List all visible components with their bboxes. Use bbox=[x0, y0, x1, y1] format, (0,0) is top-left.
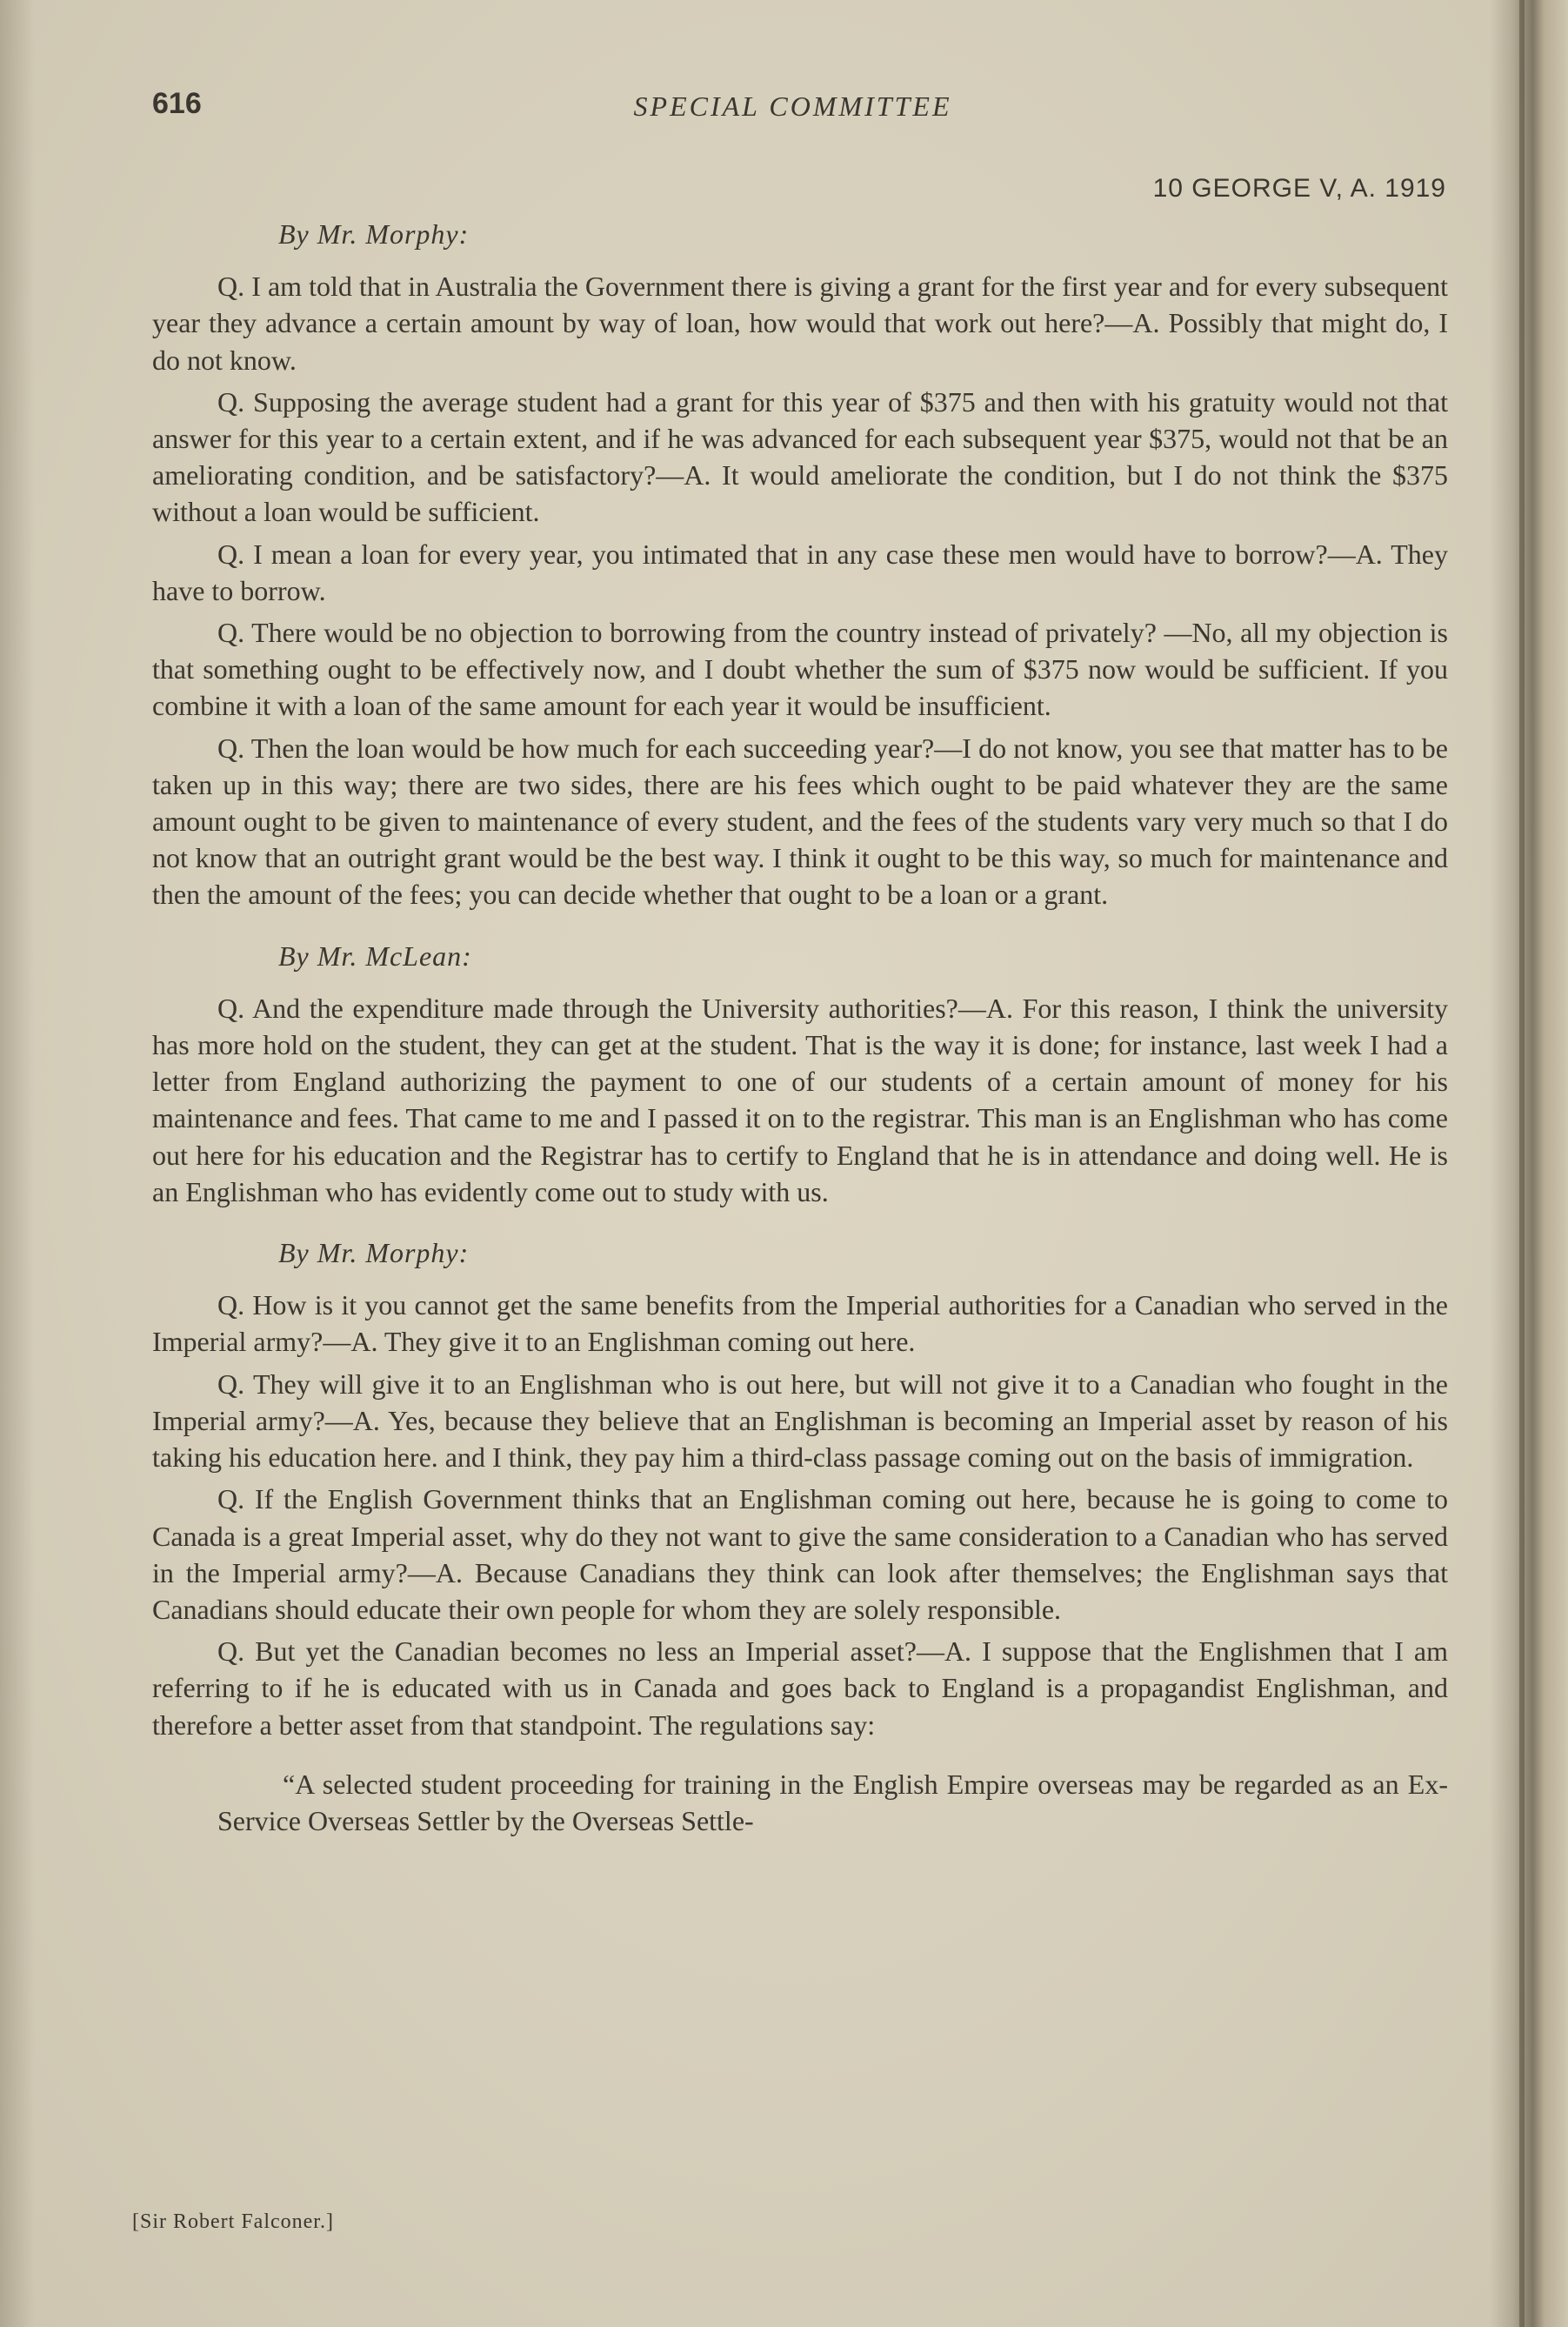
witness-footer: [Sir Robert Falconer.] bbox=[132, 2210, 334, 2233]
binding-line bbox=[1519, 0, 1525, 2327]
question-answer-paragraph: Q. And the expenditure made through the University authorities?—A. For this reason, I think the university has more hold on the student, they can get at the student. That is the way it is done; for instance, last week I had a letter from England authorizing the payment to one of our students of a certain amount of money for his maintenance and fees. That came to me and I passed it on to the registrar. This man is an Englishman who has come out here for his education and the Registrar has to certify to England that he is in attendance and doing well. He is an Englishman who has evidently come out to study with us. bbox=[152, 992, 1448, 1207]
speaker-heading: By Mr. Morphy: bbox=[278, 1237, 470, 1269]
session-label: 10 GEORGE V, A. 1919 bbox=[1152, 174, 1446, 203]
page-left-edge-shadow bbox=[0, 0, 35, 2327]
regulation-quote: “A selected student proceeding for training in the English Empire overseas may be regarded as an Ex-Service Overseas Settler by the Overseas Settle- bbox=[217, 1768, 1448, 1836]
question-answer-paragraph: Q. There would be no objection to borrowing from the country instead of privately? —No, all my objection is that something ought to be effectively now, and I doubt whether the sum of $375 now would be sufficient. If you combine it with a loan of the same amount for each year it would be insufficient. bbox=[152, 617, 1448, 722]
running-head-title: SPECIAL COMMITTEE bbox=[633, 90, 952, 122]
question-answer-paragraph: Q. How is it you cannot get the same benefits from the Imperial authorities for a Canadian who served in the Imperial army?—A. They give it to an Englishman coming out here. bbox=[152, 1289, 1448, 1358]
speaker-heading: By Mr. McLean: bbox=[278, 939, 472, 972]
question-answer-paragraph: Q. I mean a loan for every year, you intimated that in any case these men would have to borrow?—A. They have to borrow. bbox=[152, 538, 1448, 606]
page-number: 616 bbox=[152, 87, 202, 120]
question-answer-paragraph: Q. But yet the Canadian becomes no less an Imperial asset?—A. I suppose that the Englishmen that I am referring to if he is educated with us in Canada and goes back to England is a propagandist Englishman, and therefore a better asset from that standpoint. The regulations say: bbox=[152, 1635, 1448, 1741]
question-answer-paragraph: Q. I am told that in Australia the Government there is giving a grant for the first year and for every subsequent year they advance a certain amount by way of loan, how would that work out here?—A. Possibly that might do, I do not know. bbox=[152, 271, 1448, 376]
speaker-heading: By Mr. Morphy: bbox=[278, 218, 470, 250]
transcript-body bbox=[152, 216, 1448, 1839]
question-answer-paragraph: Q. If the English Government thinks that an Englishman coming out here, because he is going to come to Canada is a great Imperial asset, why do they not want to give the same consideration to a Canadian who has served in the Imperial army?—A. Because Canadians they think can look after themselves; the Englishman says that Canadians should educate their own people for whom they are solely responsible. bbox=[152, 1483, 1448, 1625]
question-answer-paragraph: Q. Then the loan would be how much for each succeeding year?—I do not know, you see that matter has to be taken up in this way; there are two sides, there are his fees which ought to be paid whatever they are the same amount ought to be given to maintenance of every student, and the fees of the students vary very much so that I do not know that an outright grant would be the best way. I think it ought to be this way, so much for maintenance and then the amount of the fees; you can decide whether that ought to be a loan or a grant. bbox=[152, 732, 1448, 911]
question-answer-paragraph: Q. Supposing the average student had a grant for this year of $375 and then with his gratuity would not that answer for this year to a certain extent, and if he was advanced for each subsequent year $375, would not that be an ameliorating condition, and be satisfactory?—A. It would ameliorate the condition, but I do not think the $375 without a loan would be sufficient. bbox=[152, 385, 1448, 528]
binding-gutter bbox=[1490, 0, 1568, 2327]
question-answer-paragraph: Q. They will give it to an Englishman who is out here, but will not give it to a Canadian who fought in the Imperial army?—A. Yes, because they believe that an Englishman is becoming an Imperial asset by reason of his taking his education here. and I think, they pay him a third-class passage coming out on the basis of immigration. bbox=[152, 1367, 1448, 1474]
